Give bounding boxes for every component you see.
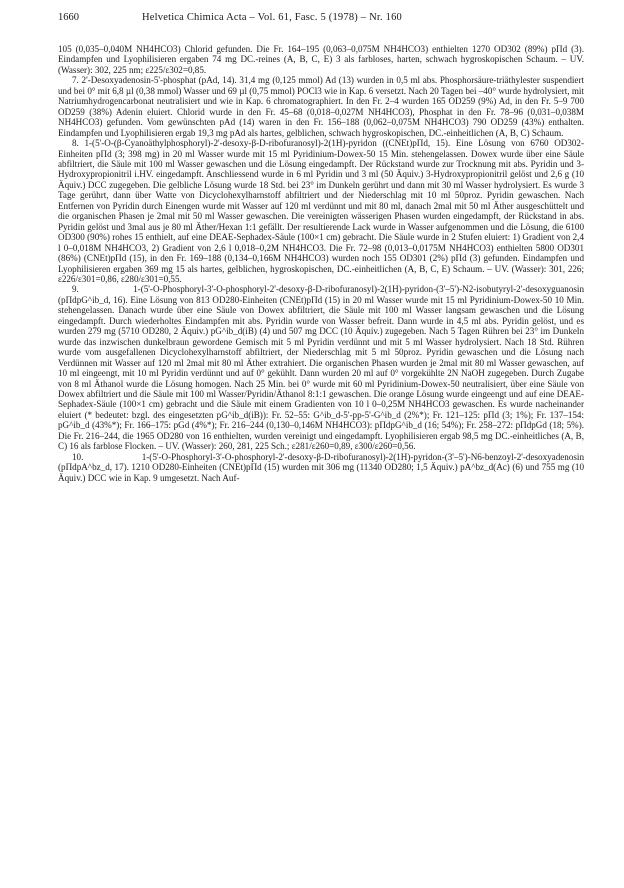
body-text	[58, 44, 584, 483]
paragraph-section-8: 8. 1-(5'-O-(β-Cyanoäthylphosphoryl)-2'-desoxy-β-D-ribofuranosyl)-2(1H)-pyridon ((CNEt)pΠd, 15). Eine Lösung von 6760 OD302-Einheiten pΠd (3; 398 mg) in 20 ml Wasser wurde mit 15 ml Pyridinium-Dowex-50 15 Min. stehengelassen. Dowex wurde über eine Säule abfiltriert, die Säule mit 100 ml Wasser gewaschen und die Lösung eingedampft. Der Rückstand wurde zur Trocknung mit abs. Pyridin und 3-Hydroxypropionitril i.HV. eingedampft. Anschliessend wurde in 6 ml Pyridin und 3 ml (50 Äquiv.) 3-Hydroxypropionitril gelöst und 2,6 g (10 Äquiv.) DCC zugegeben. Die gelbliche Lösung wurde 18 Std. bei 23° im Dunkeln gerührt und dann mit 30 ml Wasser hydrolysiert. Es wurde 3 Tage gerührt, dann über Watte von Dicyclohexylharnstoff abfiltriert und der Niederschlag mit 10 ml 50proz. Pyridin gewaschen. Nach Entfernen von Pyridin durch Einengen wurde mit Wasser auf 120 ml verdünnt und mit 80 ml, danach 2mal mit 50 ml Äther ausgeschüttelt und die organischen Phasen je 2mal mit 50 ml Wasser gewaschen. Die vereinigten wässerigen Phasen wurden eingedampft, der Rückstand in abs. Pyridin gelöst und 3mal aus je 80 ml Äther/Hexan 1:1 gefällt. Der resultierende Lack wurde in Wasser aufgenommen und die Lösung, die 6100 OD300 (90%) rohes 15 enthielt, auf eine DEAE-Sephadex-Säule (100×1 cm) gebracht. Die Säule wurde in 2 Stufen eluiert: 1) Gradient von 2,4 l 0–0,018M NH4HCO3, 2) Gradient von 2,6 l 0,018–0,2M NH4HCO3. Die Fr. 72–98 (0,013–0,0175M NH4HCO3) enthielten 5800 OD301 (86%) (CNEt)pΠd (15), in den Fr. 169–188 (0,134–0,166M NH4HCO3) wurden noch 155 OD301 (2%) pΠd (3) gefunden. Eindampfen und Lyophilisieren ergaben 369 mg 15 als hartes, gelblichen, hygroskopischen, DC.-einheitlichen (A, B, C, E) Schaum. – UV. (Wasser): 301, 226; ε226/ε301=0,86, ε280/ε301=0,55.	[58, 138, 584, 284]
paragraph-section-7: 7. 2'-Desoxyadenosin-5'-phosphat (pAd, 14). 31,4 mg (0,125 mmol) Ad (13) wurden in 0,5 ml abs. Phosphorsäure-triäthylester suspendiert und bei 0° mit 6,8 µl (0,38 mmol) Wasser und 69 µl (0,75 mmol) POCl3 wie in Kap. 6 versetzt. Nach 20 Tagen bei –40° wurde hydrolysiert, mit Natriumhydrogencarbonat neutralisiert und wie in Kap. 6 chromatographiert. In den Fr. 2–4 wurden 165 OD259 (9%) Ad, in den Fr. 5–9 700 OD259 (38%) Adenin eluiert. Chlorid wurde in den Fr. 45–68 (0,018–0,027M NH4HCO3), Phosphat in den Fr. 78–96 (0,031–0,038M NH4HCO3) gefunden. Vom gewünschten pAd (14) waren in den Fr. 156–188 (0,062–0,075M NH4HCO3) 790 OD259 (43%) enthalten. Eindampfen und Lyophilisieren ergab 19,3 mg pAd als hartes, gelblichen, schwach hygroskopischen, DC.-einheitlichen (A, B, C) Schaum.	[58, 75, 584, 138]
paragraph-section-9: 9. 1-(5'-O-Phosphoryl-3'-O-phosphoryl-2'-desoxy-β-D-ribofuranosyl)-2(1H)-pyridon-(3'–5')-N2-isobutyryl-2'-desoxyguanosin (pΠdpG^ib_d, 16). Eine Lösung von 813 OD280-Einheiten (CNEt)pΠd (15) in 20 ml Wasser wurde mit 15 ml Pyridinium-Dowex-50 10 Min. stehengelassen. Danach wurde über eine Säule von Dowex abfiltriert, die Säule mit 100 ml Wasser langsam gewaschen und die Lösung eingedampft. Durch wiederholtes Eindampfen mit abs. Pyridin wurde von Wasser befreit. Dann wurde in 4,5 ml abs. Pyridin gelöst, und es wurden 279 mg (5710 OD280, 2 Äquiv.) pG^ib_d(iB) (4) und 507 mg DCC (10 Äquiv.) zugegeben. Nach 5 Tagen Rühren bei 23° im Dunkeln wurde das inzwischen dunkelbraun gewordene Gemisch mit 5 ml Pyridin verdünnt und mit 5 ml Wasser hydrolysiert. Nach 18 Std. Rühren wurde vom ausgefallenen Dicyclohexylharnstoff abfiltriert, der Niederschlag mit 5 ml 50proz. Pyridin gewaschen und die Lösung nach Verdünnen mit Wasser auf 120 ml 2mal mit 80 ml Äther extrahiert. Die organischen Phasen wurden je 2mal mit 80 ml Wasser gewaschen, auf 10 ml eingeengt, mit 10 ml Pyridin verdünnt und auf 0° gekühlt. Dann wurden 20 ml auf 0° vorgekühlte 2N NaOH zugegeben. Durch Zugabe von 8 ml Äthanol wurde die Lösung homogen. Nach 25 Min. bei 0° wurde mit 60 ml Pyridinium-Dowex-50 neutralisiert, über eine Säule von Dowex abfiltriert und die Säule mit 100 ml Wasser/Pyridin/Äthanol 8:1:1 gewaschen. Die orange Lösung wurde eingeengt und auf eine DEAE-Sephadex-Säule (100×1 cm) gebracht und die Säule mit einem Gradienten von 10 l 0–0,25M NH4HCO3 gewaschen. Es wurde nacheinander eluiert (* bedeutet: bzgl. des eingesetzten pG^ib_d(iB)): Fr. 52–55: G^ib_d-5'-pp-5'-G^ib_d (2%*); Fr. 121–125: pΠd (3; 1%); Fr. 137–154: pG^ib_d (43%*); Fr. 166–175: pGd (4%*); Fr. 216–244 (0,130–0,146M NH4HCO3): pΠdpG^ib_d (16; 54%); Fr. 258–272: pΠdpGd (18; 5%). Die Fr. 216–244, die 1965 OD280 von 16 enthielten, wurden vereinigt und eingedampft. Lyophilisieren ergab 98,5 mg DC.-einheitliches (A, B, C) 16 als farblose Flocken. – UV. (Wasser): 260, 281, 225 Sch.; ε281/ε260=0,89, ε300/ε260=0,56.	[58, 284, 584, 452]
paragraph-section-10: 10. 1-(5'-O-Phosphoryl-3'-O-phosphoryl-2'-desoxy-β-D-ribofuranosyl)-2(1H)-pyridon-(3'–5')-N6-benzoyl-2'-desoxyadenosin (pΠdpA^bz_d, 17). 1210 OD280-Einheiten (CNEt)pΠd (15) wurden mit 306 mg (11340 OD280; 1,5 Äquiv.) pA^bz_d(Ac) (6) und 755 mg (10 Äquiv.) DCC wie in Kap. 9 umgesetzt. Nach Auf-	[58, 451, 584, 483]
running-header	[58, 12, 584, 26]
page-number: 1660	[58, 12, 79, 23]
paragraph-continuation: 105 (0,035–0,040M NH4HCO3) Chlorid gefunden. Die Fr. 164–195 (0,063–0,075M NH4HCO3) enthielten 1270 OD302 (89%) pΠd (3). Eindampfen und Lyophilisieren ergaben 74 mg DC.-reines (A, B, C, E) 3 als farbloses, harten, schwach hygroskopischen Schaum. – UV. (Wasser): 302, 225 nm; ε225/ε302=0,85.	[58, 44, 584, 75]
running-title: Helvetica Chimica Acta – Vol. 61, Fasc. 5 (1978) – Nr. 160	[142, 12, 402, 23]
